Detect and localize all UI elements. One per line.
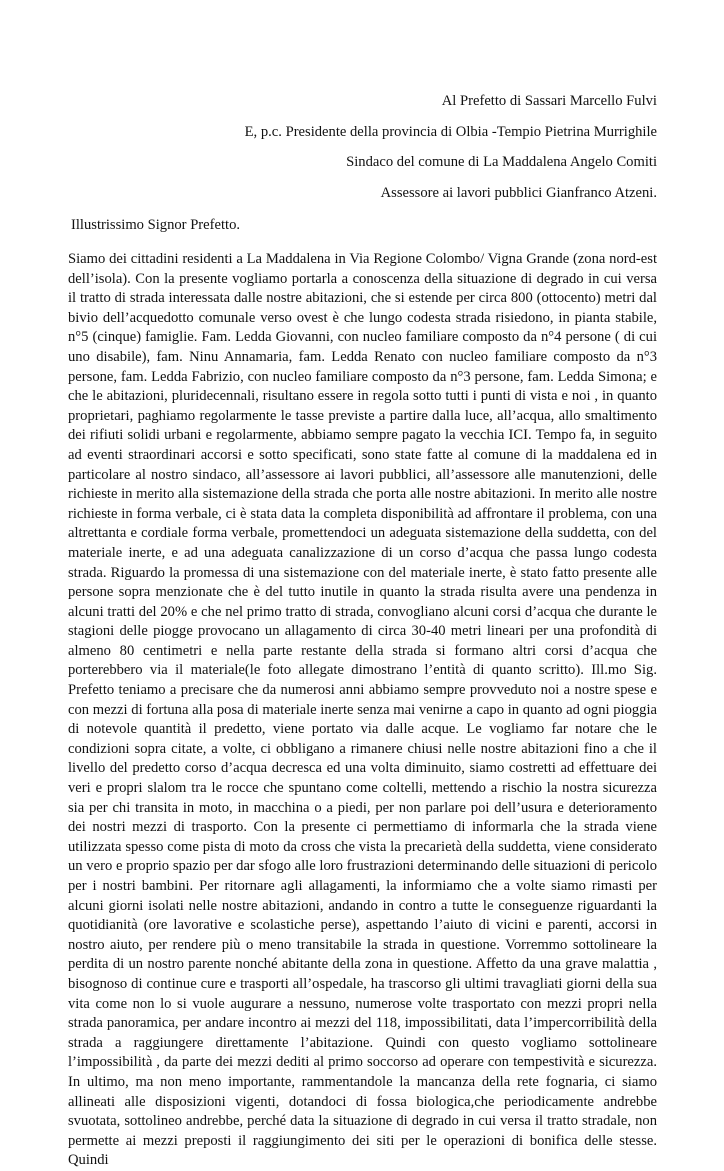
addressee-prefetto: Al Prefetto di Sassari Marcello Fulvi xyxy=(441,93,657,109)
addressee-sindaco: Sindaco del comune di La Maddalena Angelo Comiti xyxy=(346,154,657,170)
addressee-block xyxy=(68,86,657,208)
salutation: Illustrissimo Signor Prefetto. xyxy=(71,217,241,233)
addressee-presidente-provincia: E, p.c. Presidente della provincia di Olbia -Tempio Pietrina Murrighile xyxy=(244,123,657,140)
letter-body xyxy=(68,250,657,1171)
body-paragraph: Siamo dei cittadini residenti a La Maddalena in Via Regione Colombo/ Vigna Grande (zona nord-est dell’isola). Con la presente vogliamo portarla a conoscenza della situazione di degrado in cui versa il tratto di strada interessata dalle nostre abitazioni, che si estende per circa 800 (ottocento) metri dal bivio dell’acquedotto comunale verso ovest è che lungo codesta strada risiedono, in pianta stabile, n°5 (cinque) famiglie. Fam. Ledda Giovanni, con nucleo familiare composto da n°4 persone ( di cui uno disabile), fam. Ninu Annamaria, fam. Ledda Renato con nucleo familiare composto da n°3 persone, fam. Ledda Fabrizio, con nucleo familiare composto da n°3 persone, fam. Ledda Simona; e che le abitazioni, pluridecennali, risultano essere in regola sotto tutti i punti di vista e noi , in quanto proprietari, paghiamo regolarmente le tasse previste a partire dalla luce, all’acqua, allo smaltimento dei rifiuti solidi urbani e regolarmente, abbiamo sempre pagato la vecchia ICI. Tempo fa, in seguito ad eventi straordinari accorsi e sotto specificati, sono state fatte al comune di la maddalena ed in particolare al nostro sindaco, all’assessore ai lavori pubblici, all’assessore alle manutenzioni, delle richieste in merito alla sistemazione della strada che porta alle nostre abitazioni. In merito alle nostre richieste in forma verbale, ci è stata data la completa disponibilità ad affrontare il problema, con una altrettanta e cordiale forma verbale, promettendoci un adeguata sistemazione della suddetta, con del materiale inerte, e ad una adeguata canalizzazione di un corso d’acqua che passa lungo codesta strada. Riguardo la promessa di una sistemazione con del materiale inerte, è stato fatto presente alle persone sopra menzionate che è del tutto inutile in quanto la strada risulta avere una pendenza in alcuni tratti del 20% e che nel primo tratto di strada, convogliano alcuni corsi d’acqua che durante le stagioni delle piogge provocano un allagamento di circa 30-40 metri lineari per una profondità di almeno 80 centimetri e nella parte restante della strada si formano altri corsi d’acqua che porterebbero via il materiale(le foto allegate dimostrano l’entità di quanto scritto). Ill.mo Sig. Prefetto teniamo a precisare che da numerosi anni abbiamo sempre provveduto noi a nostre spese e con mezzi di fortuna alla posa di materiale inerte senza mai venirne a capo in quanto ad ogni pioggia di notevole quantità il predetto, viene portato via dalle acque. Le vogliamo far notare che le condizioni sopra citate, a volte, ci obbligano a rimanere chiusi nelle nostre abitazioni fino a che il livello del predetto corso d’acqua decresca ed una volta diminuito, siamo costretti ad effettuare dei veri e propri slalom tra le rocce che spuntano come coltelli, mettendo a rischio la nostra sicurezza sia per chi transita in moto, in macchina o a piedi, per non parlare poi dell’usura e deterioramento dei nostri mezzi di trasporto. Con la presente ci permettiamo di informarla che la strada viene utilizzata spesso come pista di moto da cross che vista la precarietà della suddetta, viene considerato un vero e proprio spazio per dar sfogo alle loro frustrazioni determinando delle situazioni di pericolo per i nostri bambini. Per ritornare agli allagamenti, la informiamo che a volte siamo rimasti per alcuni giorni isolati nelle nostre abitazioni, andando in contro a tutte le conseguenze riguardanti la quotidianità (ore lavorative e scolastiche perse), aspettando l’aiuto di vicini e parenti, accorsi in nostro aiuto, per rendere più o meno transitabile la strada in questione. Vorremmo sottolineare la perdita di un nostro parente nonché abitante della zona in questione. Affetto da una grave malattia , bisognoso di continue cure e trasporti all’ospedale, ha trascorso gli ultimi travagliati giorni della sua vita come non lo si vuole augurare a nessuno, numerose volte trasportato con mezzi propri nella strada panoramica, per andare incontro ai mezzi del 118, impossibilitati, data l’impercorribilità della strada a raggiungere direttamente l’abitazione. Quindi con questo vogliamo sottolineare l’impossibilità , da parte dei mezzi dediti al primo soccorso ad operare con tempestività e sicurezza. In ultimo, ma non meno importante, rammentandole la mancanza della rete fognaria, ci siamo allineati alle disposizioni vigenti, dotandoci di fossa biologica,che periodicamente andrebbe svuotata, sottolineo andrebbe, perché data la situazione di degrado in cui versa il tratto stradale, non permette ai mezzi preposti il raggiungimento dei siti per le operazioni di bonifica delle stesse. Quindi xyxy=(68,251,657,1169)
addressee-assessore: Assessore ai lavori pubblici Gianfranco Atzeni. xyxy=(380,184,657,201)
